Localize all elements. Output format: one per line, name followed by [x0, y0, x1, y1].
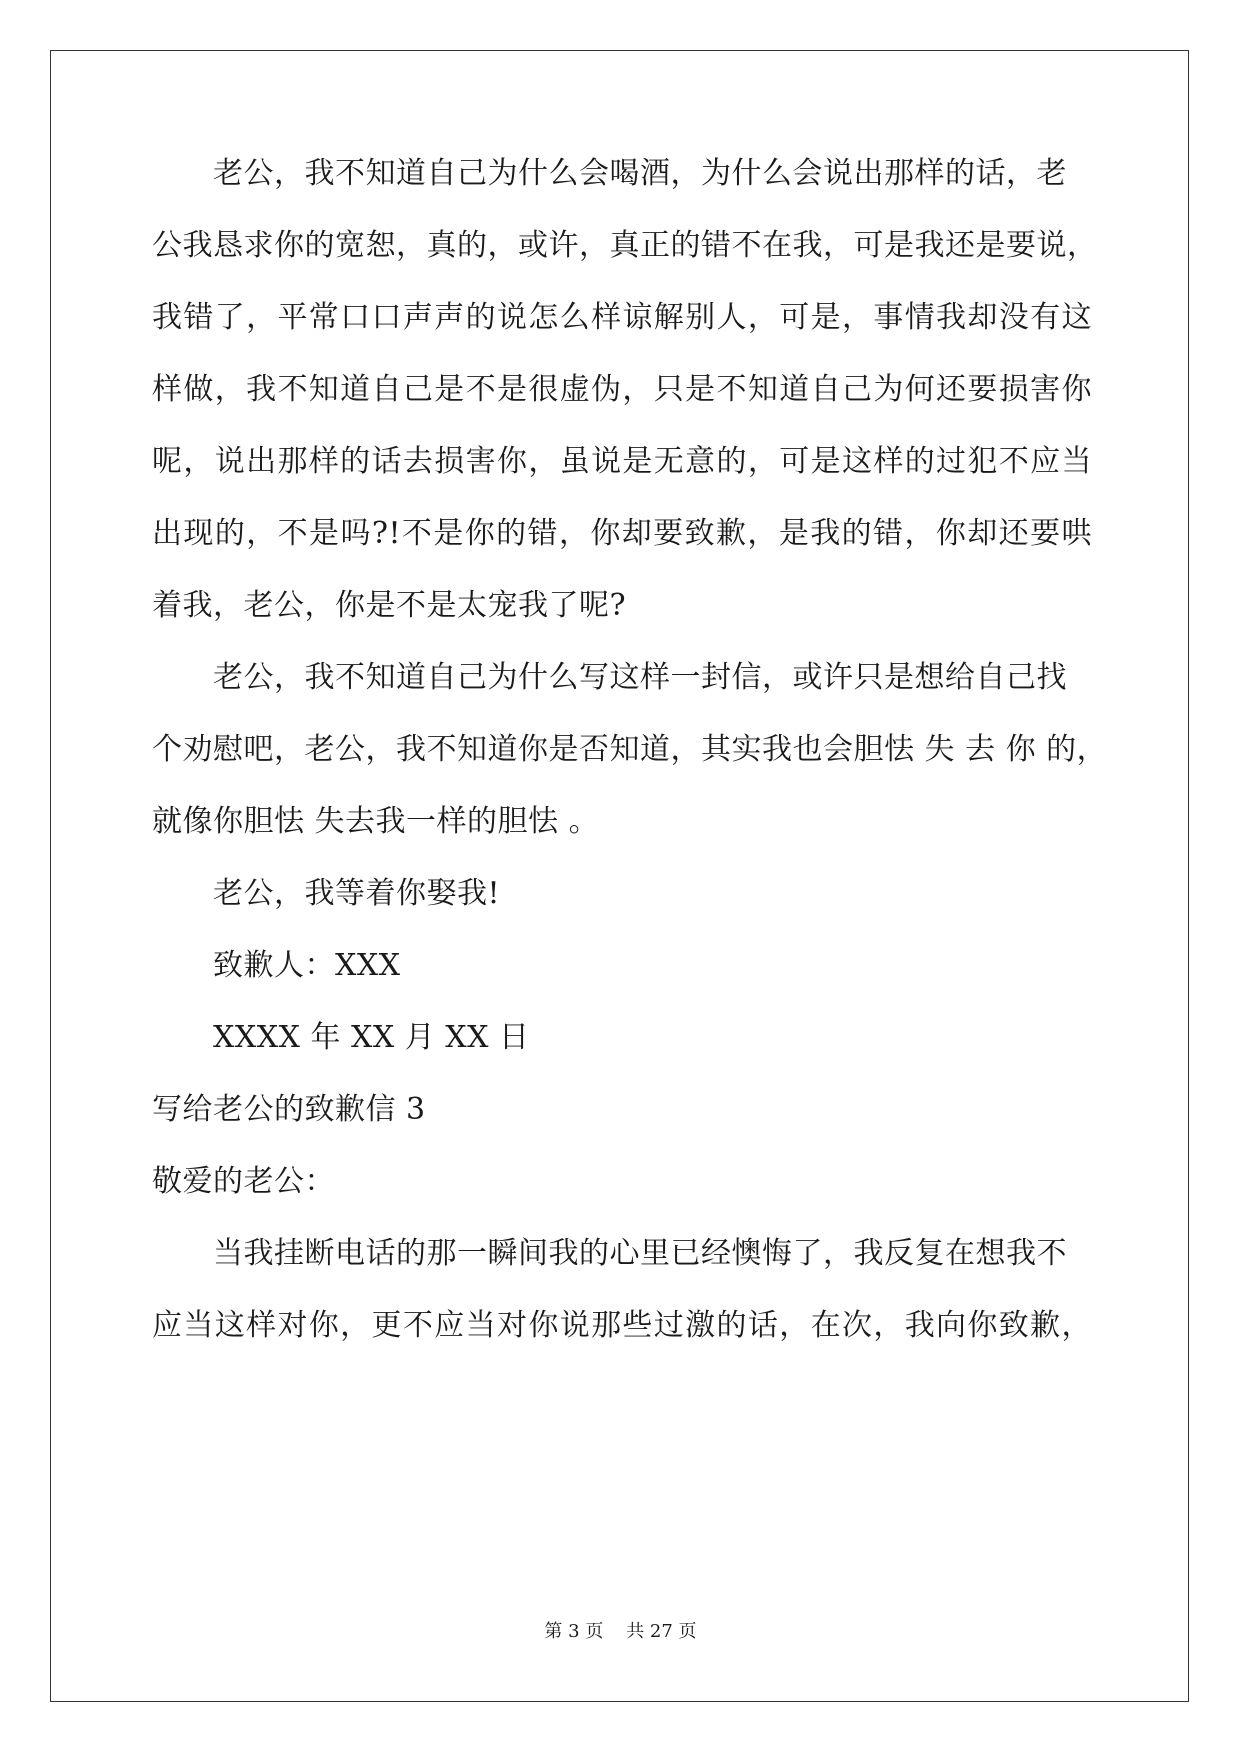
- paragraph-2-line-2: 个劝慰吧，老公，我不知道你是否知道，其实我也会胆怯 失 去 你 的，: [152, 732, 1108, 767]
- paragraph-3: 老公，我等着你娶我!: [213, 876, 501, 911]
- paragraph-1-line-7: 着我，老公，你是不是太宠我了呢?: [152, 588, 627, 623]
- paragraph-1-line-6: 出现的，不是吗?!不是你的错，你却要致歉，是我的错，你却还要哄: [152, 516, 1092, 551]
- paragraph-1-line-5: 呢，说出那样的话去损害你，虽说是无意的，可是这样的过犯不应当: [152, 444, 1092, 479]
- page-number-footer: 第 3 页 共 27 页: [544, 1621, 697, 1642]
- letter-heading: 写给老公的致歉信 3: [152, 1092, 426, 1127]
- paragraph-4-line-2: 应当这样对你，更不应当对你说那些过激的话，在次，我向你致歉，: [152, 1308, 1092, 1343]
- paragraph-2-line-1: 老公，我不知道自己为什么写这样一封信，或许只是想给自己找: [213, 660, 1067, 695]
- paragraph-1-line-4: 样做，我不知道自己是不是很虚伪，只是不知道自己为何还要损害你: [152, 372, 1092, 407]
- paragraph-4-line-1: 当我挂断电话的那一瞬间我的心里已经懊悔了，我反复在想我不: [213, 1236, 1067, 1271]
- date-line: XXXX 年 XX 月 XX 日: [213, 1020, 530, 1055]
- paragraph-1-line-2: 公我恳求你的宽恕，真的，或许，真正的错不在我，可是我还是要说，: [152, 228, 1098, 263]
- signature-line: 致歉人：XXX: [213, 948, 401, 983]
- salutation: 敬爱的老公：: [152, 1164, 335, 1199]
- paragraph-1-line-1: 老公，我不知道自己为什么会喝酒，为什么会说出那样的话，老: [213, 156, 1067, 191]
- paragraph-1-line-3: 我错了，平常口口声声的说怎么样谅解别人，可是，事情我却没有这: [152, 300, 1092, 335]
- paragraph-2-line-3: 就像你胆怯 失去我一样的胆怯 。: [152, 804, 600, 839]
